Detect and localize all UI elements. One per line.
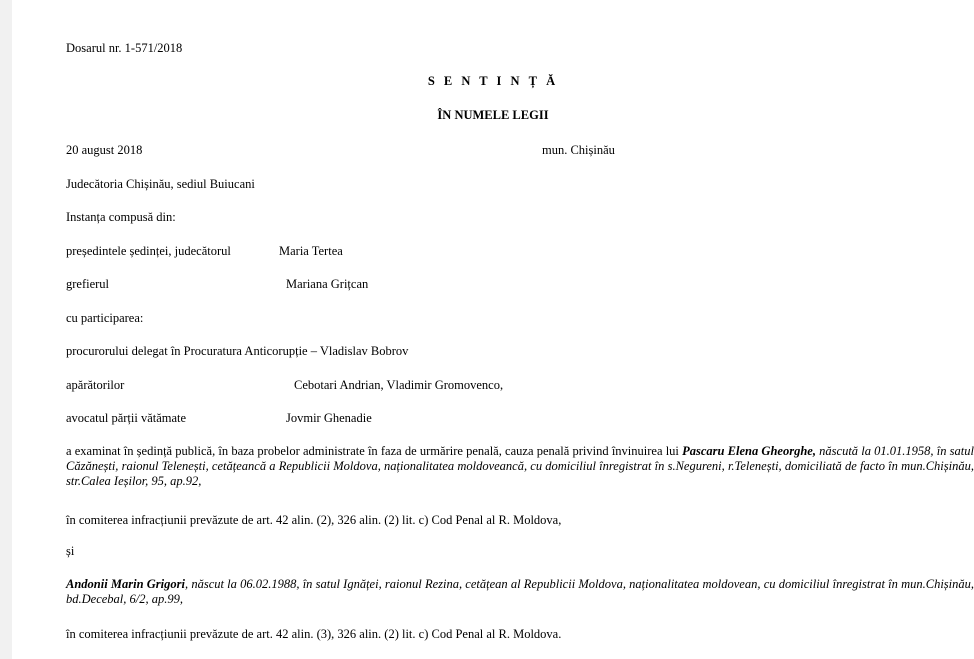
examination-paragraph	[66, 444, 974, 489]
composition-label: Instanța compusă din:	[66, 210, 176, 224]
defendant2-paragraph	[66, 577, 974, 607]
document-title: S E N T I N Ț Ă	[427, 74, 559, 88]
prosecutor-line: procurorului delegat în Procuratura Anticorupție – Vladislav Bobrov	[66, 344, 409, 358]
case-number: Dosarul nr. 1-571/2018	[66, 41, 183, 55]
judgment-date: 20 august 2018	[66, 143, 143, 157]
document-subtitle: ÎN NUMELE LEGII	[437, 108, 549, 122]
victim-lawyer-name: Jovmir Ghenadie	[286, 411, 372, 425]
clerk-label: grefierul	[66, 277, 110, 291]
victim-lawyer-label: avocatul părții vătămate	[66, 411, 187, 425]
conjunction: și	[66, 544, 75, 558]
judgment-location: mun. Chișinău	[542, 143, 615, 157]
president-label: președintele ședinței, judecătorul	[66, 244, 231, 258]
defenders-names: Cebotari Andrian, Vladimir Gromovenco,	[294, 378, 504, 392]
document-page	[12, 0, 974, 659]
charge2-line: în comiterea infracțiunii prevăzute de art. 42 alin. (3), 326 alin. (2) lit. c) Cod Penal al R. Moldova.	[66, 627, 562, 641]
defenders-label: apărătorilor	[66, 378, 125, 392]
defendant2-details: , născut la 06.02.1988, în satul Ignăței, raionul Rezina, cetățean al Republicii Moldova, naționalitatea moldovean, cu domiciliul înregistrat în mun.Chișinău, bd.Decebal, 6/2, ap.99,	[66, 577, 974, 606]
examination-intro: a examinat în ședință publică, în baza probelor administrate în faza de urmărire penală, cauza penală privind învinuirea lui	[66, 444, 683, 458]
defendant2-name: Andonii Marin Grigori	[66, 577, 185, 591]
participation-label: cu participarea:	[66, 311, 144, 325]
defendant1-details: născută la 01.01.1958, în satul Căzănești, raionul Telenești, cetățeancă a Republicii Moldova, naționalitatea moldoveancă, cu domiciliul înregistrat în s.Negureni, r.Telenești, domiciliată de facto în mun.Chișinău, str.Calea Ieșilor, 95, ap.92,	[66, 444, 974, 488]
court-name: Judecătoria Chișinău, sediul Buiucani	[66, 177, 255, 191]
clerk-name: Mariana Grițcan	[286, 277, 369, 291]
president-name: Maria Tertea	[279, 244, 343, 258]
charge1-line: în comiterea infracțiunii prevăzute de art. 42 alin. (2), 326 alin. (2) lit. c) Cod Penal al R. Moldova,	[66, 513, 562, 527]
defendant1-name: Pascaru Elena Gheorghe,	[682, 444, 816, 458]
